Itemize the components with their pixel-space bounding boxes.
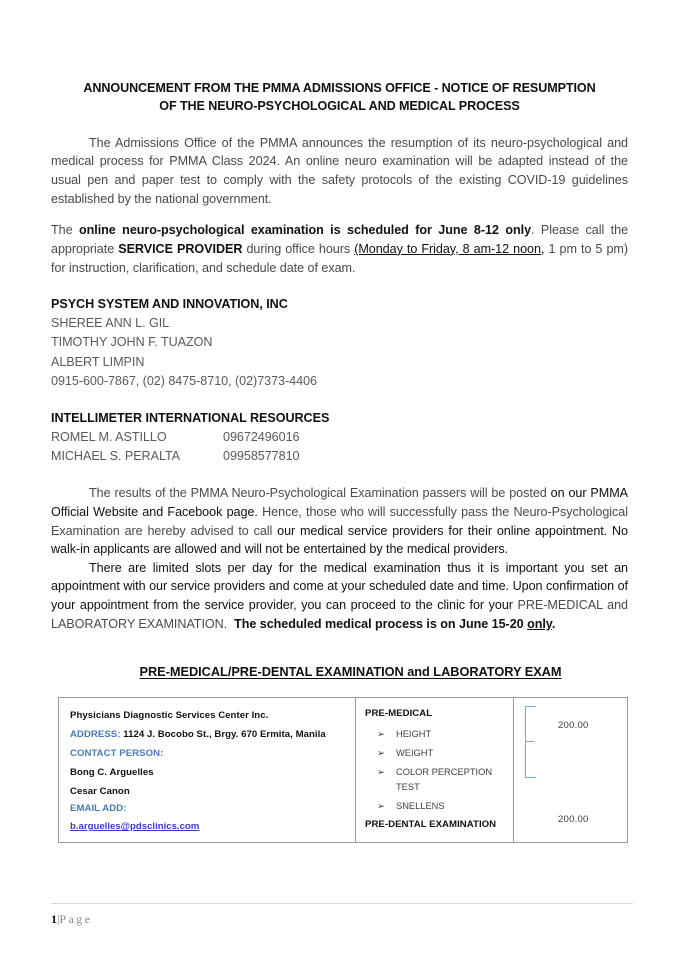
provider-contact-row [51, 428, 628, 447]
provider-block-psych-system [51, 295, 628, 391]
intro-paragraph [51, 134, 628, 209]
provider-block-intellimeter [51, 409, 628, 466]
table-row [59, 698, 628, 843]
pre-dental-heading: PRE-DENTAL EXAMINATION [365, 818, 497, 830]
exam-services-cell [356, 698, 514, 843]
clinic-name: Physicians Diagnostic Services Center Inc. [70, 710, 269, 722]
provider-name: INTELLIMETER INTERNATIONAL RESOURCES [51, 410, 330, 425]
footer-page-indicator [51, 904, 633, 927]
arrow-bullet-icon: ➢ [377, 766, 385, 777]
slots-text-premedical-lab: PRE-MEDICAL and LABORATORY EXAMINATION. [51, 598, 628, 631]
results-text-1: The results of the PMMA Neuro-Psychological Examination passers will be posted [89, 486, 551, 501]
email-label: EMAIL ADD: [70, 803, 127, 815]
clinic-info-cell [59, 698, 356, 843]
address-value: 1124 J. Bocobo St., Brgy. 670 Ermita, Manila [123, 729, 326, 741]
clinic-address-row [70, 726, 355, 745]
provider-contact-person: ALBERT LIMPIN [51, 354, 145, 369]
provider-name: PSYCH SYSTEM AND INNOVATION, INC [51, 297, 288, 312]
list-item-label: COLOR PERCEPTION TEST [396, 766, 493, 792]
results-emphasis-website: on our PMMA Official Website and Facebook page. [51, 486, 628, 519]
provider-contact-person: TIMOTHY JOHN F. TUAZON [51, 335, 213, 350]
schedule-text-4: 1 pm to 5 pm) for instruction, clarification, and schedule date of exam. [51, 241, 628, 275]
list-item-label: HEIGHT [396, 728, 432, 739]
slots-paragraph [51, 559, 628, 634]
results-text-2: Hence, those who will successfully pass the Neuro-Psychological Examination are hereby advised to call [51, 504, 628, 538]
provider-contact-person: MICHAEL S. PERALTA [51, 449, 181, 464]
arrow-bullet-icon: ➢ [377, 728, 385, 739]
exam-table [58, 697, 628, 843]
grouping-brace-icon [525, 706, 536, 778]
provider-contact-row [51, 447, 628, 466]
slots-text-1: There are limited slots per day for the medical examination thus it is important you set an appointment with our service providers and come at your scheduled date and time. Upon confirmation of your appointment from the service provider, you can proceed to the clinic for your [51, 560, 628, 612]
schedule-bold-service-provider: SERVICE PROVIDER [118, 241, 243, 256]
clinic-contact-person: Bong C. Arguelles [70, 767, 154, 779]
list-item [365, 799, 513, 814]
contact-person-label: CONTACT PERSON: [70, 748, 164, 760]
exam-section-heading: PRE-MEDICAL/PRE-DENTAL EXAMINATION and LABORATORY EXAM [139, 664, 562, 680]
footer-page-number: 1 [51, 912, 57, 926]
provider-contact-number: 09958577810 [223, 449, 300, 464]
provider-phone-numbers: 0915-600-7867, (02) 8475-8710, (02)7373-4406 [51, 373, 317, 388]
exam-price-cell [514, 698, 628, 843]
results-paragraph [51, 484, 628, 559]
address-label: ADDRESS: [70, 729, 121, 741]
intro-paragraph-text: The Admissions Office of the PMMA announces the resumption of its neuro-psychological and medical process for PMMA Class 2024. An online neuro examination will be adapted instead of the usual pen and paper test to comply with the safety protocols of the existing COVID-19 guidelines established by the national government. [51, 135, 628, 206]
page-title [51, 0, 628, 116]
footer-separator: | [57, 912, 60, 926]
schedule-text-2: . Please call the appropriate [51, 223, 629, 256]
page-title-line-2: OF THE NEURO-PSYCHOLOGICAL AND MEDICAL PROCESS [159, 98, 520, 113]
list-item [365, 765, 513, 795]
pre-medical-heading: PRE-MEDICAL [365, 708, 433, 720]
schedule-underline-office-hours: (Monday to Friday, 8 am-12 noon, [354, 241, 545, 256]
arrow-bullet-icon: ➢ [377, 747, 385, 758]
page-title-line-1: ANNOUNCEMENT FROM THE PMMA ADMISSIONS OFFICE - NOTICE OF RESUMPTION [83, 81, 596, 95]
schedule-bold-exam-dates: online neuro-psychological examination is scheduled for June 8-12 only [78, 223, 532, 238]
arrow-bullet-icon: ➢ [377, 800, 385, 811]
provider-contact-person: ROMEL M. ASTILLO [51, 429, 167, 444]
schedule-text-1: The [51, 223, 79, 238]
provider-contact-person: SHEREE ANN L. GIL [51, 316, 170, 331]
schedule-paragraph [51, 221, 628, 277]
page-footer [51, 903, 633, 927]
results-emphasis-providers: our medical service providers for their online appointment. No walk-in applicants are allowed and will not be entertained by the medical providers. [51, 523, 628, 557]
slots-bold-schedule: The scheduled medical process is on June 15-20 [234, 616, 528, 631]
provider-contact-number: 09672496016 [223, 429, 300, 444]
slots-bold-period: . [551, 616, 556, 631]
list-item-label: WEIGHT [396, 747, 434, 758]
clinic-email-link[interactable]: b.arguelles@pdsclinics.com [70, 821, 200, 833]
footer-page-word: Page [59, 912, 93, 926]
pre-dental-price: 200.00 [558, 814, 589, 826]
list-item [365, 746, 513, 761]
slots-bold-only: only [527, 616, 552, 631]
list-item-label: SNELLENS [396, 800, 445, 811]
pre-medical-item-list [365, 727, 513, 814]
pre-medical-price: 200.00 [558, 720, 589, 732]
clinic-contact-person: Cesar Canon [70, 786, 130, 798]
list-item [365, 727, 513, 742]
grouping-brace-nub-icon [525, 741, 534, 742]
schedule-text-3: during office hours [242, 241, 355, 256]
